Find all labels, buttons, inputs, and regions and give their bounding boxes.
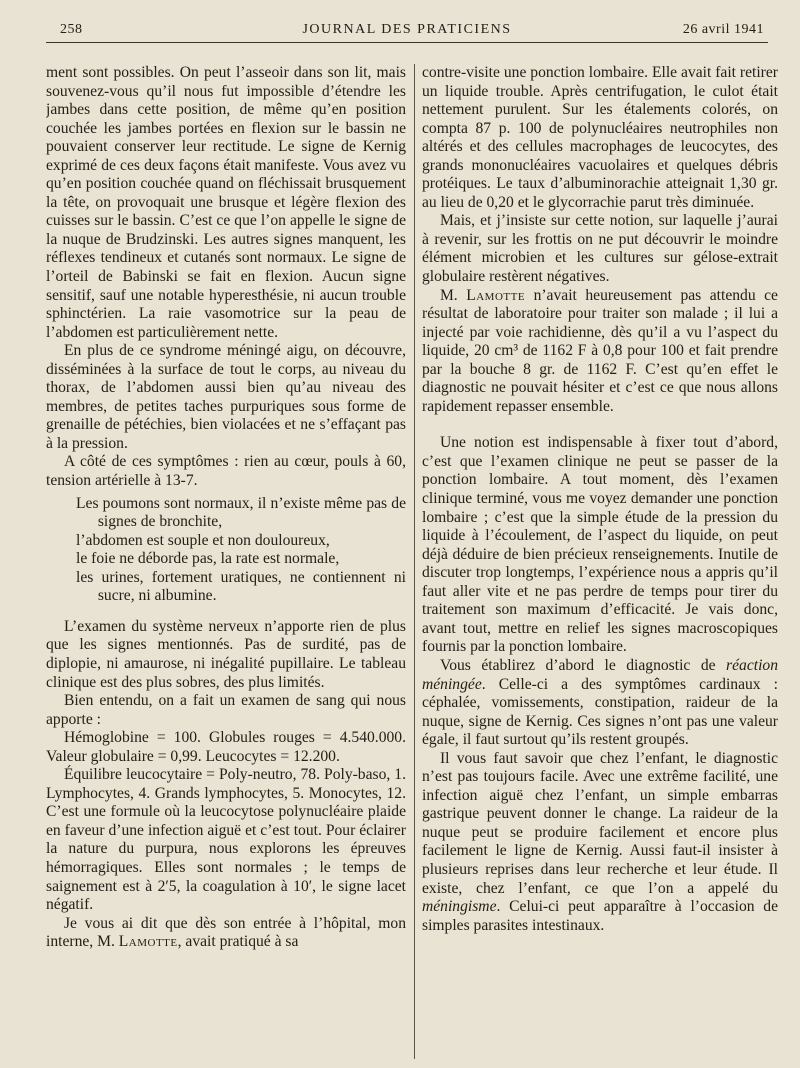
paragraph: ment sont possibles. On peut l’asseoir dans son lit, mais souvenez-vous qu’il nous fut impossible d’étendre les jambes dans cette position, de même qu’en position couchée les jambes portées en flexion sur le bassin ne pouvaient conserver leur rectitude. Le signe de Kernig exprimé de ces deux façons était manifeste. Vous avez vu qu’en position couchée quand on fléchissait brusquement la tête, on provoquait une brusque et légère flexion des cuisses sur le bassin. C’est ce que l’on appelle le signe de la nuque de Brudzinski. Les autres signes manquent, les réflexes tendineux et cutanés sont normaux. Le signe de l’orteil de Babinski se fait en flexion. Aucun signe sensitif, sauf une notable hyperesthésie, ni aucun trouble sphinctérien. La raie vasomotrice sur la peau de l’abdomen est particulièrement nette. [46,64,406,341]
text-run: M. [439,286,467,304]
text-run: Il vous faut savoir que chez l’enfant, le diagnostic n’est pas toujours facile. Avec une extrême facilité, une infection aiguë chez l’enfant, un simple embarras gastrique peuvent donner le change. La raideur de la nuque peut se produire facilement et encore plus facilement le ligne de Kernig. Aussi faut-il insister à plusieurs reprises dans leur recherche et leur étude. Il existe, chez l’enfant, ce que l’on a appelé du [422,749,778,897]
paragraph [422,657,778,750]
paragraph [422,750,778,935]
emphasis: méningisme [422,898,497,916]
list-item: l’abdomen est souple et non douloureux, [76,531,330,549]
author-name: Lamotte [466,286,526,304]
text-run: . Celui-ci peut apparaître à l’occasion de simples parasites intestinaux. [422,898,778,934]
journal-title: JOURNAL DES PRATICIENS [302,22,512,37]
page-header [46,18,768,43]
page-number: 258 [60,22,83,37]
text-run: Je vous ai dit que dès son entrée à l’hôpital, mon interne, M. [46,914,406,951]
paragraph: Hémoglobine = 100. Globules rouges = 4.540.000. Valeur globulaire = 0,99. Leucocytes = 12.200. [46,729,406,765]
paragraph: contre-visite une ponction lombaire. Elle avait fait retirer un liquide trouble. Après centrifugation, le culot était nettement purulent. Sur les étalements colorés, on compta 87 p. 100 de polynucléaires neutrophiles non altérés et des cellules macrophages de leucocytes, des grands mononucléaires vacuolaires et quelques débris protéiques. Le taux d’albuminorachie atteignait 1,30 gr. au lieu de 0,20 et le glycorrachie parut très diminuée. [422,64,778,211]
list-item: Les poumons sont normaux, il n’existe même pas de signes de bronchite, [76,494,406,531]
paragraph [422,287,778,417]
paragraph [46,915,406,952]
text-run: . Celle-ci a des symptômes cardinaux : céphalée, vomissements, constipation, raideur de la nuque, signe de Kernig. Ces signes n’ont pas une valeur égale, il faut surtout qu’ils restent groupés. [422,675,778,749]
column-divider [414,64,415,1059]
author-name: Lamotte [118,933,178,951]
list-item: le foie ne déborde pas, la rate est normale, [76,550,340,568]
paragraph: En plus de ce syndrome méningé aigu, on découvre, disséminées à la surface de tout le corps, au niveau du thorax, de l’abdomen aussi bien qu’au niveau des membres, de petites taches purpuriques sous forme de grenaille de pétéchies, bien violacées et ne s’effaçant pas à la pression. [46,342,406,452]
text-run: Vous établirez d’abord le diagnostic de [439,656,727,674]
issue-date: 26 avril 1941 [682,22,764,37]
right-column [422,64,778,1059]
paragraph: Équilibre leucocytaire = Poly-neutro, 78. Poly-baso, 1. Lymphocytes, 4. Grands lymphocytes, 5. Monocytes, 12. C’est une formule où la leucocytose polynucléaire plaide en faveur d’une infection aiguë et c’est tout. Pour éclairer la nature du purpura, nous explorons les épreuves hémorragiques. Elles sont normales ; le temps de saignement est à 2′5, la coagulation à 10′, le signe lacet négatif. [46,766,406,914]
findings-list [76,495,406,606]
paragraph: L’examen du système nerveux n’apporte rien de plus que les signes mentionnés. Pas de surdité, pas de diplopie, ni amaurose, ni inégalité pupillaire. Le tableau clinique est des plus sobres, des plus limités. [46,617,406,691]
paragraph: A côté de ces symptômes : rien au cœur, pouls à 60, tension artérielle à 13-7. [46,453,406,490]
paragraph: Une notion est indispensable à fixer tout d’abord, c’est que l’examen clinique ne peut se passer de la ponction lombaire. A tout moment, dès l’examen clinique terminé, vous me voyez demander une ponction lombaire ; c’est que la simple étude de la pression du liquide à l’écoulement, de l’aspect du liquide, on peut déjà déduire de bien précieux renseignements. Inutile de discuter trop longtemps, l’expérience nous a appris qu’il faut aller vite et ne pas perdre de temps pour tirer du traitement son maximum d’efficacité. Je vais donc, avant tout, mettre en relief les signes macroscopiques fournis par la ponction lombaire. [422,434,778,656]
paragraph: Bien entendu, on a fait un examen de sang qui nous apporte : [46,692,406,728]
left-column [46,64,406,1059]
text-run: n’avait heureusement pas attendu ce résultat de laboratoire pour traiter son malade ; il lui a injecté par voie rachidienne, dès qu’il a vu l’aspect du liquide, 20 cm³ de 1162 F à 0,8 pour 100 et fait prendre par la bouche 8 gr. de 1162 F. C’est qu’en effet le diagnostic ne pouvait hésiter et c’est ce que nous allons rapidement repasser ensemble. [422,286,778,415]
text-run: , avait pratiqué à sa [177,933,299,951]
paragraph: Mais, et j’insiste sur cette notion, sur laquelle j’aurai à revenir, sur les frottis on ne put découvrir le moindre élément microbien et les cultures sur gélose-extrait globulaire restèrent négatives. [422,212,778,286]
list-item: les urines, fortement uratiques, ne contiennent ni sucre, ni albumine. [76,568,406,605]
emphasis: réaction méningée [422,656,778,693]
